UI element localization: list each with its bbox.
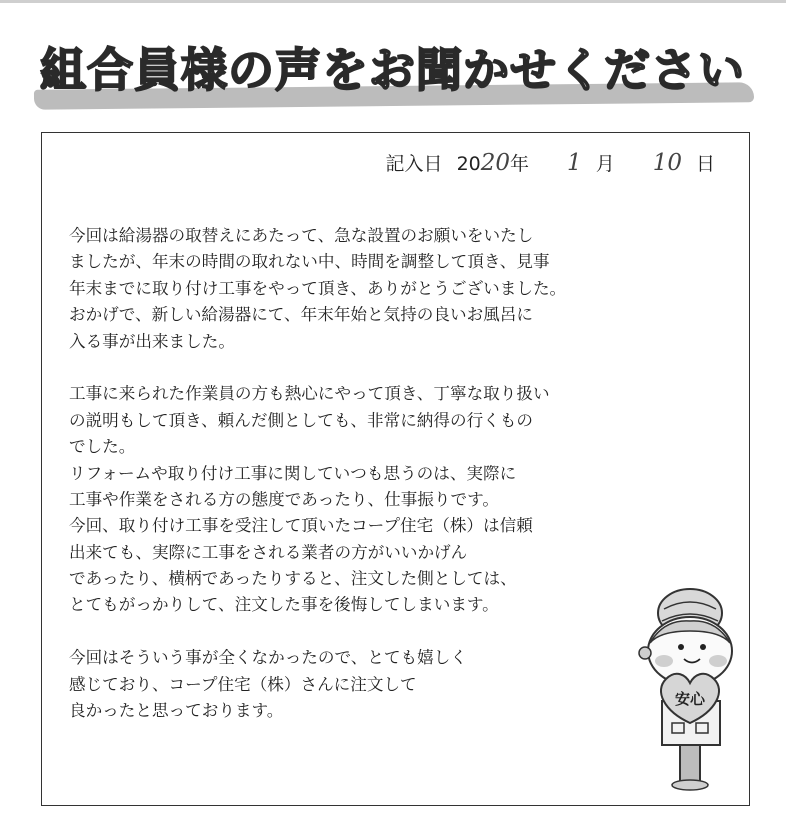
letter-line: でした。 <box>69 437 136 457</box>
letter-line: 今回、取り付け工事を受注して頂いたコープ住宅（株）は信頼 <box>69 516 533 536</box>
top-border <box>0 0 786 3</box>
letter-line: 入る事が出来ました。 <box>69 331 235 351</box>
paragraph-break <box>69 355 659 381</box>
letter-line: 今回はそういう事が全くなかったので、とても嬉しく <box>69 648 467 668</box>
letter-line: 年末までに取り付け工事をやって頂き、ありがとうございました。 <box>69 278 567 298</box>
date-month: 1 <box>567 150 582 176</box>
feet <box>672 780 708 790</box>
date-label: 記入日 <box>385 153 443 175</box>
date-day: 10 <box>652 150 682 176</box>
letter-line: ましたが、年末の時間の取れない中、時間を調整して頂き、見事 <box>69 252 550 272</box>
page-title: 組合員様の声をお聞かせください <box>40 43 745 97</box>
letter-line: とてもがっかりして、注文した事を後悔してしまいます。 <box>69 595 499 615</box>
letter-line: であったり、横柄であったりすると、注文した側としては、 <box>69 569 517 589</box>
letter-box <box>41 132 750 806</box>
letter-line: おかげで、新しい給湯器にて、年末年始と気持の良いお風呂に <box>69 305 533 325</box>
letter-line: リフォームや取り付け工事に関していつも思うのは、実際に <box>69 463 517 483</box>
mascot-illustration <box>624 573 754 795</box>
date-year-handwritten: 20 <box>480 150 511 176</box>
heart-label: 安心 <box>674 690 706 708</box>
letter-line: 良かったと思っております。 <box>69 701 284 721</box>
letter-line: 工事に来られた作業員の方も熱心にやって頂き、丁寧な取り扱い <box>69 384 550 404</box>
date-month-unit: 月 <box>595 153 615 175</box>
letter-line: の説明もして頂き、頼んだ側としても、非常に納得の行くもの <box>69 410 533 430</box>
legs <box>680 745 700 783</box>
letter-body <box>69 223 659 724</box>
right-eye <box>700 644 706 650</box>
page-heading <box>30 28 770 114</box>
letter-line: 感じており、コープ住宅（株）さんに注文して <box>69 674 417 694</box>
date-year-printed: 20 <box>456 153 481 175</box>
date-year-unit: 年 <box>510 153 530 175</box>
entry-date <box>386 149 715 176</box>
paragraph-break <box>69 619 659 645</box>
letter-line: 今回は給湯器の取替えにあたって、急な設置のお願いをいたし <box>69 226 534 245</box>
date-day-unit: 日 <box>695 153 715 175</box>
letter-line: 工事や作業をされる方の態度であったり、仕事振りです。 <box>69 489 499 509</box>
left-eye <box>678 644 684 650</box>
letter-line: 出来ても、実際に工事をされる業者の方がいいかげん <box>69 542 468 562</box>
